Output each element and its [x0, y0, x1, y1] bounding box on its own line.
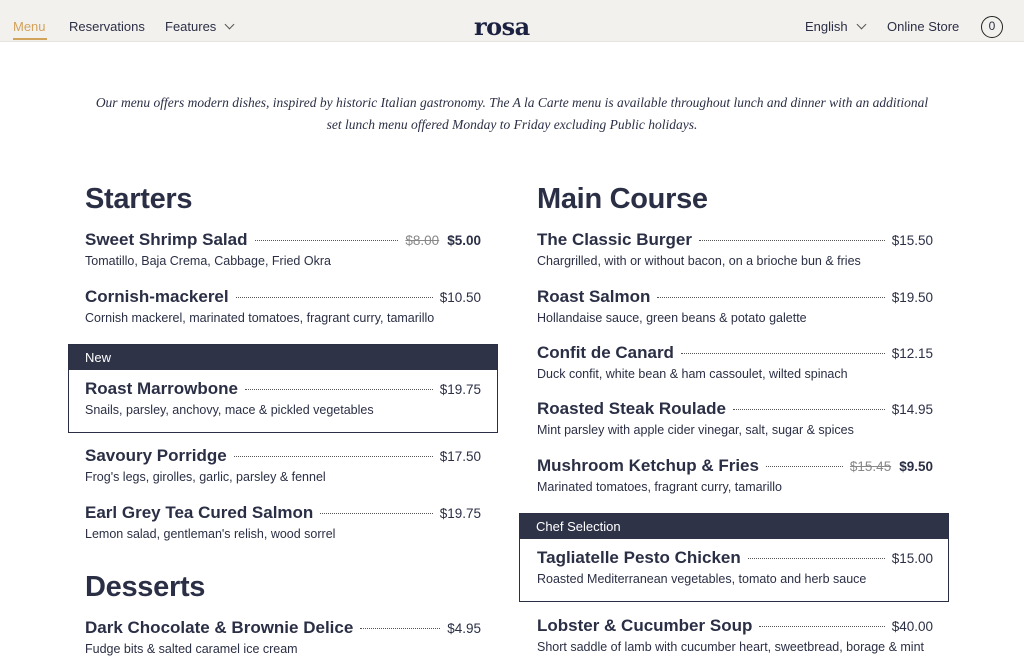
- item-price: $19.50: [891, 290, 933, 305]
- item-name: Sweet Shrimp Salad: [85, 230, 248, 249]
- item-name: Lobster & Cucumber Soup: [537, 616, 753, 635]
- logo[interactable]: rosa: [474, 12, 530, 41]
- language-label: English: [805, 19, 848, 34]
- item-desc: Short saddle of lamb with cucumber heart, sweetbread, borage & mint: [537, 640, 925, 654]
- item-price: $15.00: [891, 551, 933, 566]
- leader-dots: [255, 240, 399, 241]
- item-desc: Frog's legs, girolles, garlic, parsley & fennel: [85, 470, 326, 484]
- leader-dots: [748, 558, 885, 559]
- leader-dots: [360, 628, 440, 629]
- item-desc: Mint parsley with apple cider vinegar, salt, sugar & spices: [537, 423, 854, 437]
- leader-dots: [699, 240, 885, 241]
- leader-dots: [236, 297, 433, 298]
- menu-item: [537, 287, 933, 325]
- item-name: Savoury Porridge: [85, 446, 227, 465]
- active-tab-indicator: [13, 38, 47, 40]
- menu-item: [537, 548, 933, 586]
- nav-features-label: Features: [165, 19, 217, 34]
- chevron-down-icon: [856, 20, 866, 30]
- menu-item: [85, 287, 481, 325]
- leader-dots: [733, 409, 885, 410]
- item-price: $14.95: [891, 402, 933, 417]
- item-desc: Cornish mackerel, marinated tomatoes, fragrant curry, tamarillo: [85, 311, 435, 325]
- item-desc: Lemon salad, gentleman's relish, wood sorrel: [85, 527, 336, 541]
- chevron-down-icon: [225, 20, 235, 30]
- item-price: $15.50: [891, 233, 933, 248]
- item-name: Confit de Canard: [537, 343, 674, 362]
- item-desc: Marinated tomatoes, fragrant curry, tamarillo: [537, 480, 783, 494]
- menu-item: [537, 399, 933, 437]
- menu-item: [537, 456, 933, 494]
- item-name: Mushroom Ketchup & Fries: [537, 456, 759, 475]
- menu-item: [85, 230, 481, 268]
- section-title-starters: Starters: [85, 183, 193, 215]
- menu-item: [85, 446, 481, 484]
- nav-online-store[interactable]: Online Store: [887, 19, 960, 34]
- item-price: $19.75: [439, 506, 481, 521]
- item-name: The Classic Burger: [537, 230, 692, 249]
- leader-dots: [234, 456, 433, 457]
- section-title-desserts: Desserts: [85, 571, 206, 603]
- cart-button[interactable]: 0: [981, 16, 1003, 38]
- item-desc: Duck confit, white bean & ham cassoulet, wilted spinach: [537, 367, 848, 381]
- item-price: $9.50: [899, 459, 933, 474]
- menu-item: [85, 618, 481, 656]
- featured-badge: Chef Selection: [520, 514, 948, 539]
- item-price: $19.75: [439, 382, 481, 397]
- item-name: Roast Marrowbone: [85, 379, 239, 398]
- item-name: Roasted Steak Roulade: [537, 399, 726, 418]
- item-desc: Roasted Mediterranean vegetables, tomato and herb sauce: [537, 572, 867, 586]
- menu-item: [537, 230, 933, 268]
- language-select[interactable]: [805, 19, 865, 34]
- menu-item: [537, 343, 933, 381]
- item-desc: Fudge bits & salted caramel ice cream: [85, 642, 298, 656]
- top-nav: [0, 0, 1024, 42]
- item-price: $40.00: [891, 619, 933, 634]
- item-desc: Chargrilled, with or without bacon, on a brioche bun & fries: [537, 254, 861, 268]
- leader-dots: [320, 513, 432, 514]
- item-price: $10.50: [439, 290, 481, 305]
- leader-dots: [681, 353, 885, 354]
- menu-item: [85, 503, 481, 541]
- leader-dots: [766, 466, 843, 467]
- item-price: $17.50: [439, 449, 481, 464]
- item-desc: Snails, parsley, anchovy, mace & pickled vegetables: [85, 403, 374, 417]
- item-name: Roast Salmon: [537, 287, 651, 306]
- leader-dots: [245, 389, 433, 390]
- item-old-price: $8.00: [405, 233, 440, 248]
- nav-features[interactable]: [165, 19, 233, 34]
- item-name: Earl Grey Tea Cured Salmon: [85, 503, 314, 522]
- item-old-price: $15.45: [849, 459, 892, 474]
- item-name: Cornish-mackerel: [85, 287, 229, 306]
- featured-badge: New: [69, 345, 497, 370]
- item-name: Tagliatelle Pesto Chicken: [537, 548, 741, 567]
- nav-reservations[interactable]: Reservations: [69, 19, 145, 34]
- leader-dots: [657, 297, 884, 298]
- item-price: $5.00: [447, 233, 481, 248]
- item-desc: Tomatillo, Baja Crema, Cabbage, Fried Okra: [85, 254, 331, 268]
- item-desc: Hollandaise sauce, green beans & potato galette: [537, 311, 807, 325]
- menu-intro: Our menu offers modern dishes, inspired by historic Italian gastronomy. The A la Carte menu is available throughout lunch and dinner with an additional set lunch menu offered Monday to Friday excluding Public holidays.: [95, 95, 929, 132]
- menu-item: [537, 616, 933, 654]
- nav-menu[interactable]: Menu: [13, 19, 46, 34]
- item-price: $12.15: [891, 346, 933, 361]
- item-name: Dark Chocolate & Brownie Delice: [85, 618, 354, 637]
- section-title-main-course: Main Course: [537, 183, 708, 215]
- menu-item: [85, 379, 481, 417]
- leader-dots: [759, 626, 884, 627]
- item-price: $4.95: [447, 621, 481, 636]
